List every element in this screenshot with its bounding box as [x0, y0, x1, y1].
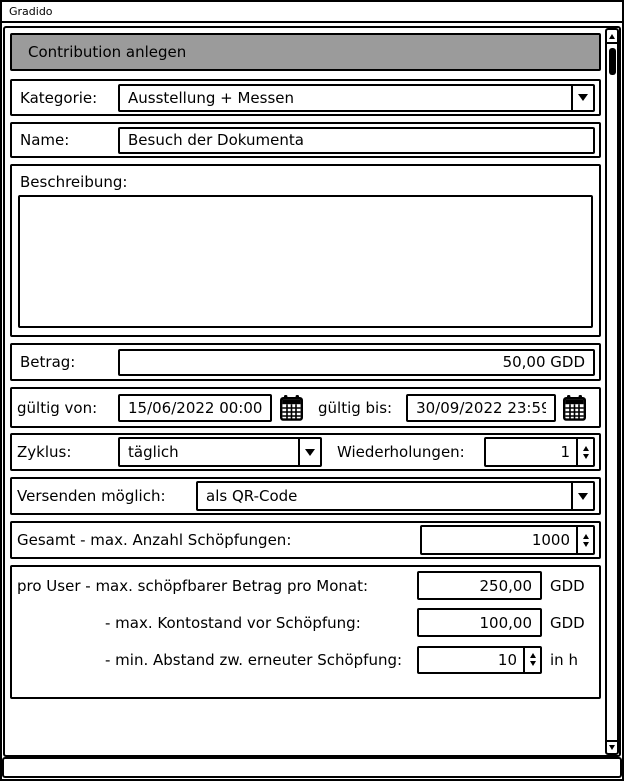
name-input[interactable] — [118, 127, 595, 154]
kategorie-label: Kategorie: — [20, 88, 98, 107]
zyklus-value: täglich — [128, 443, 179, 461]
calendar-icon — [280, 394, 303, 421]
pro-user-abstand-unit: in h — [550, 650, 578, 669]
gueltig-von-label: gültig von: — [17, 398, 98, 417]
wiederholungen-input[interactable] — [486, 439, 576, 465]
versenden-dropdown-button[interactable] — [571, 483, 593, 509]
status-bar — [2, 757, 622, 778]
versenden-label: Versenden möglich: — [17, 487, 166, 505]
chevron-down-icon — [305, 449, 315, 456]
pro-user-kontostand-label: - max. Kontostand vor Schöpfung: — [105, 613, 361, 632]
pro-user-abstand-input[interactable] — [419, 648, 523, 672]
gueltig-bis-calendar-button[interactable] — [563, 394, 586, 421]
versenden-select[interactable] — [196, 481, 595, 511]
betrag-input[interactable] — [118, 349, 595, 376]
pro-user-line-abstand — [17, 645, 590, 674]
zyklus-label: Zyklus: — [17, 443, 72, 461]
kategorie-dropdown-button[interactable] — [571, 86, 593, 110]
gueltig-row — [10, 387, 601, 428]
name-label: Name: — [20, 131, 70, 149]
arrow-up-icon — [609, 34, 615, 39]
kategorie-value: Ausstellung + Messen — [128, 88, 295, 107]
beschreibung-label: Beschreibung: — [20, 173, 128, 191]
kategorie-select[interactable] — [118, 84, 595, 112]
pro-user-line-kontostand — [17, 608, 590, 637]
window-title: Gradido — [2, 2, 622, 23]
pro-user-betrag-input[interactable] — [417, 571, 542, 600]
beschreibung-row — [10, 164, 601, 337]
gueltig-von-input[interactable] — [118, 394, 272, 422]
scrollbar-up-button[interactable] — [607, 30, 617, 44]
stepper-up-button[interactable] — [583, 446, 589, 451]
gesamt-label: Gesamt - max. Anzahl Schöpfungen: — [17, 531, 292, 549]
pro-user-row — [10, 565, 601, 699]
chevron-down-icon — [578, 493, 588, 500]
versenden-value: als QR-Code — [206, 487, 298, 505]
pro-user-line-betrag — [17, 571, 590, 600]
form-header — [10, 33, 601, 71]
betrag-label: Betrag: — [20, 353, 76, 371]
stepper-down-button[interactable] — [583, 454, 589, 459]
gueltig-bis-label: gültig bis: — [318, 398, 393, 417]
form-content — [10, 33, 601, 699]
vertical-scrollbar[interactable] — [605, 28, 619, 755]
page-title: Contribution anlegen — [28, 43, 187, 61]
gesamt-input[interactable] — [422, 527, 576, 553]
pro-user-betrag-unit: GDD — [550, 576, 585, 595]
pro-user-kontostand-input[interactable] — [417, 608, 542, 637]
scrollbar-down-button[interactable] — [607, 740, 617, 753]
pro-user-abstand-label: - min. Abstand zw. erneuter Schöpfung: — [105, 650, 403, 669]
pro-user-abstand-stepper — [417, 646, 542, 674]
wiederholungen-stepper-buttons — [576, 439, 593, 465]
abstand-stepper-buttons — [523, 648, 540, 672]
gueltig-bis-input[interactable] — [406, 394, 556, 422]
beschreibung-textarea[interactable] — [18, 195, 593, 328]
stepper-down-button[interactable] — [583, 542, 589, 547]
pro-user-kontostand-unit: GDD — [550, 613, 585, 632]
versenden-row — [10, 477, 601, 515]
zyklus-dropdown-button[interactable] — [298, 439, 320, 465]
calendar-icon — [563, 394, 586, 421]
arrow-down-icon — [609, 745, 615, 750]
gueltig-von-calendar-button[interactable] — [280, 394, 303, 421]
stepper-up-button[interactable] — [530, 653, 536, 658]
betrag-row — [10, 343, 601, 381]
scrollbar-thumb[interactable] — [609, 48, 616, 75]
gesamt-stepper — [420, 525, 595, 555]
chevron-down-icon — [578, 94, 588, 101]
gesamt-stepper-buttons — [576, 527, 593, 553]
name-row — [10, 122, 601, 158]
stepper-down-button[interactable] — [530, 661, 536, 666]
zyklus-row — [10, 433, 601, 471]
stepper-up-button[interactable] — [583, 534, 589, 539]
gesamt-row — [10, 521, 601, 559]
form-panel — [3, 26, 621, 757]
pro-user-betrag-label: pro User - max. schöpfbarer Betrag pro Monat: — [17, 576, 369, 595]
zyklus-select[interactable] — [118, 437, 322, 467]
wiederholungen-label: Wiederholungen: — [337, 443, 465, 461]
wiederholungen-stepper — [484, 437, 595, 467]
kategorie-row — [10, 79, 601, 116]
